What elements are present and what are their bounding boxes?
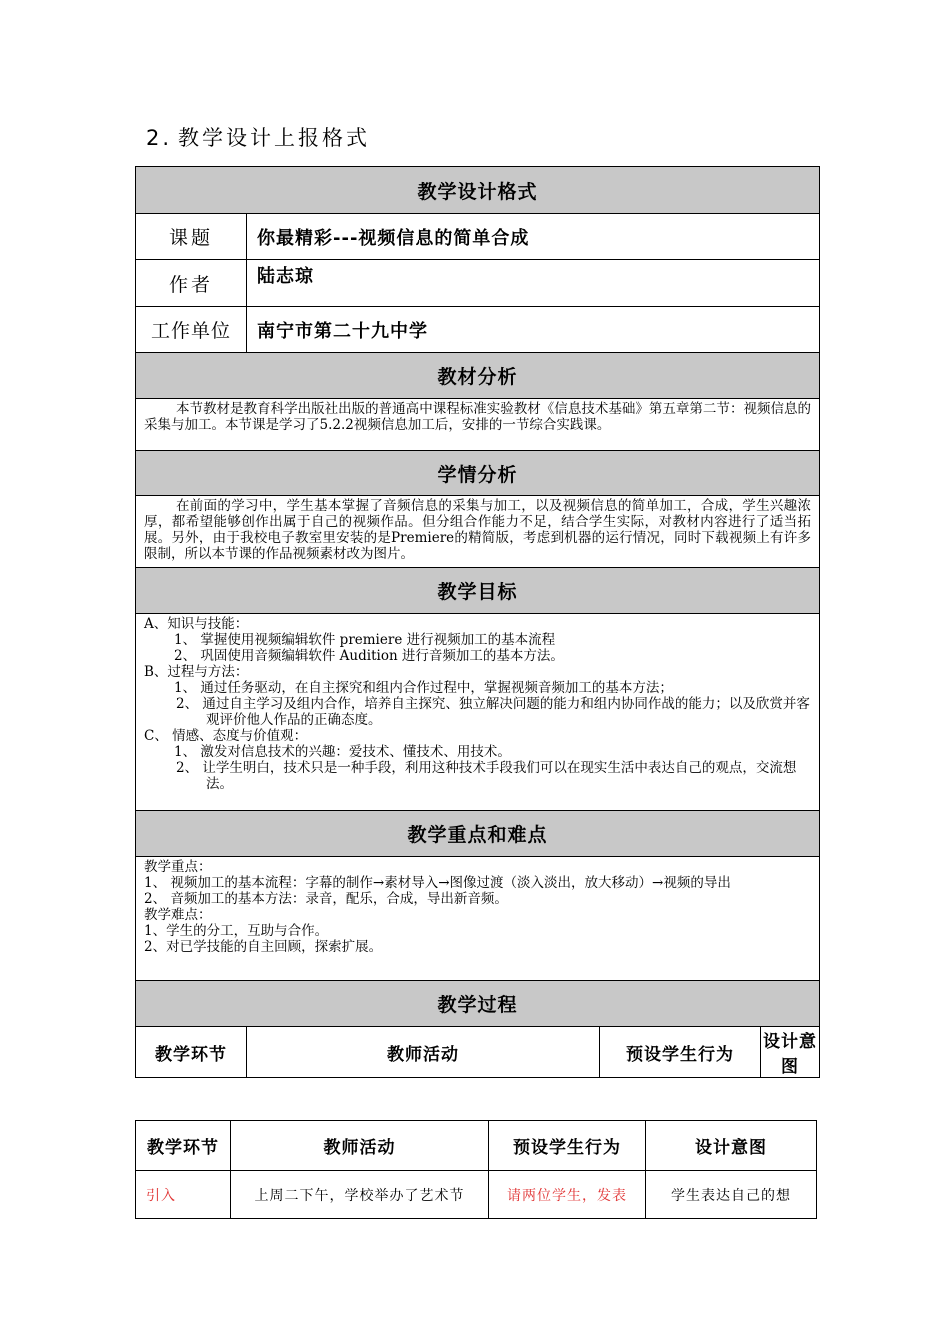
topic-label: 课题 <box>136 214 247 260</box>
goal-c2: 2、 让学生明白，技术只是一种手段，利用这种技术手段我们可以在现实生活中表达自己的观点，交流想法。 <box>176 760 797 792</box>
goal-c1: 1、 激发对信息技术的兴趣：爱技术、懂技术、用技术。 <box>174 744 511 760</box>
process-header-teacher: 教师活动 <box>247 1027 600 1078</box>
focus-title: 教学重点： <box>144 859 212 875</box>
key-points-title: 教学重点和难点 <box>136 811 820 857</box>
heading-number: 2. <box>146 126 173 150</box>
author-value: 陆志琼 <box>247 260 820 307</box>
lesson-design-table <box>135 166 820 1078</box>
detail-header-teacher: 教师活动 <box>231 1121 489 1171</box>
process-detail-table <box>135 1120 817 1219</box>
detail-header-stage: 教学环节 <box>136 1121 231 1171</box>
topic-value: 你最精彩---视频信息的简单合成 <box>247 214 820 260</box>
detail-teacher-cell: 上周二下午，学校举办了艺术节 <box>231 1171 489 1219</box>
learner-analysis-text: 在前面的学习中，学生基本掌握了音频信息的采集与加工，以及视频信息的简单加工，合成，学生兴趣浓厚，都希望能够创作出属于自己的视频作品。但分组合作能力不足，结合学生实际，对教材内容进行了适当拓展。另外，由于我校电子教室里安装的是Premiere的精简版，考虑到机器的运行情况，同时下载视频上有许多限制，所以本节课的作品视频素材改为图片。 <box>136 496 820 568</box>
detail-stage-cell: 引入 <box>136 1171 231 1219</box>
process-header-student: 预设学生行为 <box>600 1027 761 1078</box>
detail-intent-cell: 学生表达自己的想 <box>646 1171 817 1219</box>
detail-student-cell: 请两位学生，发表 <box>489 1171 646 1219</box>
detail-header-intent: 设计意图 <box>646 1121 817 1171</box>
difficulty-item-2: 2、对已学技能的自主回顾，探索扩展。 <box>144 939 383 955</box>
goal-b1: 1、 通过任务驱动，在自主探究和组内合作过程中，掌握视频音频加工的基本方法； <box>174 680 673 696</box>
table-title: 教学设计格式 <box>136 167 820 214</box>
focus-item-2: 2、 音频加工的基本方法：录音，配乐，合成，导出新音频。 <box>144 891 508 907</box>
author-label: 作者 <box>136 260 247 307</box>
goal-a2: 2、 巩固使用音频编辑软件 Audition 进行音频加工的基本方法。 <box>174 648 564 664</box>
goal-a-title: A、知识与技能： <box>144 616 249 632</box>
difficulty-title: 教学难点： <box>144 907 212 923</box>
goal-a1: 1、 掌握使用视频编辑软件 premiere 进行视频加工的基本流程 <box>174 632 556 648</box>
process-header-intent: 设计意图 <box>761 1027 820 1078</box>
difficulty-item-1: 1、学生的分工，互助与合作。 <box>144 923 329 939</box>
learner-analysis-title: 学情分析 <box>136 451 820 496</box>
key-points-content <box>136 857 820 981</box>
textbook-analysis-title: 教材分析 <box>136 353 820 399</box>
teaching-goals-title: 教学目标 <box>136 568 820 614</box>
goal-c-title: C、 情感、态度与价值观： <box>144 728 308 744</box>
goal-b2: 2、 通过自主学习及组内合作，培养自主探究、独立解决问题的能力和组内协同作战的能力；以及欣赏并客观评价他人作品的正确态度。 <box>176 696 810 728</box>
focus-item-1: 1、 视频加工的基本流程：字幕的制作→素材导入→图像过渡（淡入淡出，放大移动）→视频的导出 <box>144 875 731 891</box>
heading-text: 教学设计上报格式 <box>178 126 371 150</box>
process-header-stage: 教学环节 <box>136 1027 247 1078</box>
textbook-analysis-text: 本节教材是教育科学出版社出版的普通高中课程标准实验教材《信息技术基础》第五章第二节：视频信息的采集与加工。本节课是学习了5.2.2视频信息加工后，安排的一节综合实践课。 <box>136 399 820 451</box>
teaching-process-title: 教学过程 <box>136 981 820 1027</box>
unit-value: 南宁市第二十九中学 <box>247 307 820 353</box>
teaching-goals-content <box>136 614 820 811</box>
page-heading <box>146 122 376 152</box>
unit-label: 工作单位 <box>136 307 247 353</box>
detail-header-student: 预设学生行为 <box>489 1121 646 1171</box>
goal-b-title: B、过程与方法： <box>144 664 249 680</box>
